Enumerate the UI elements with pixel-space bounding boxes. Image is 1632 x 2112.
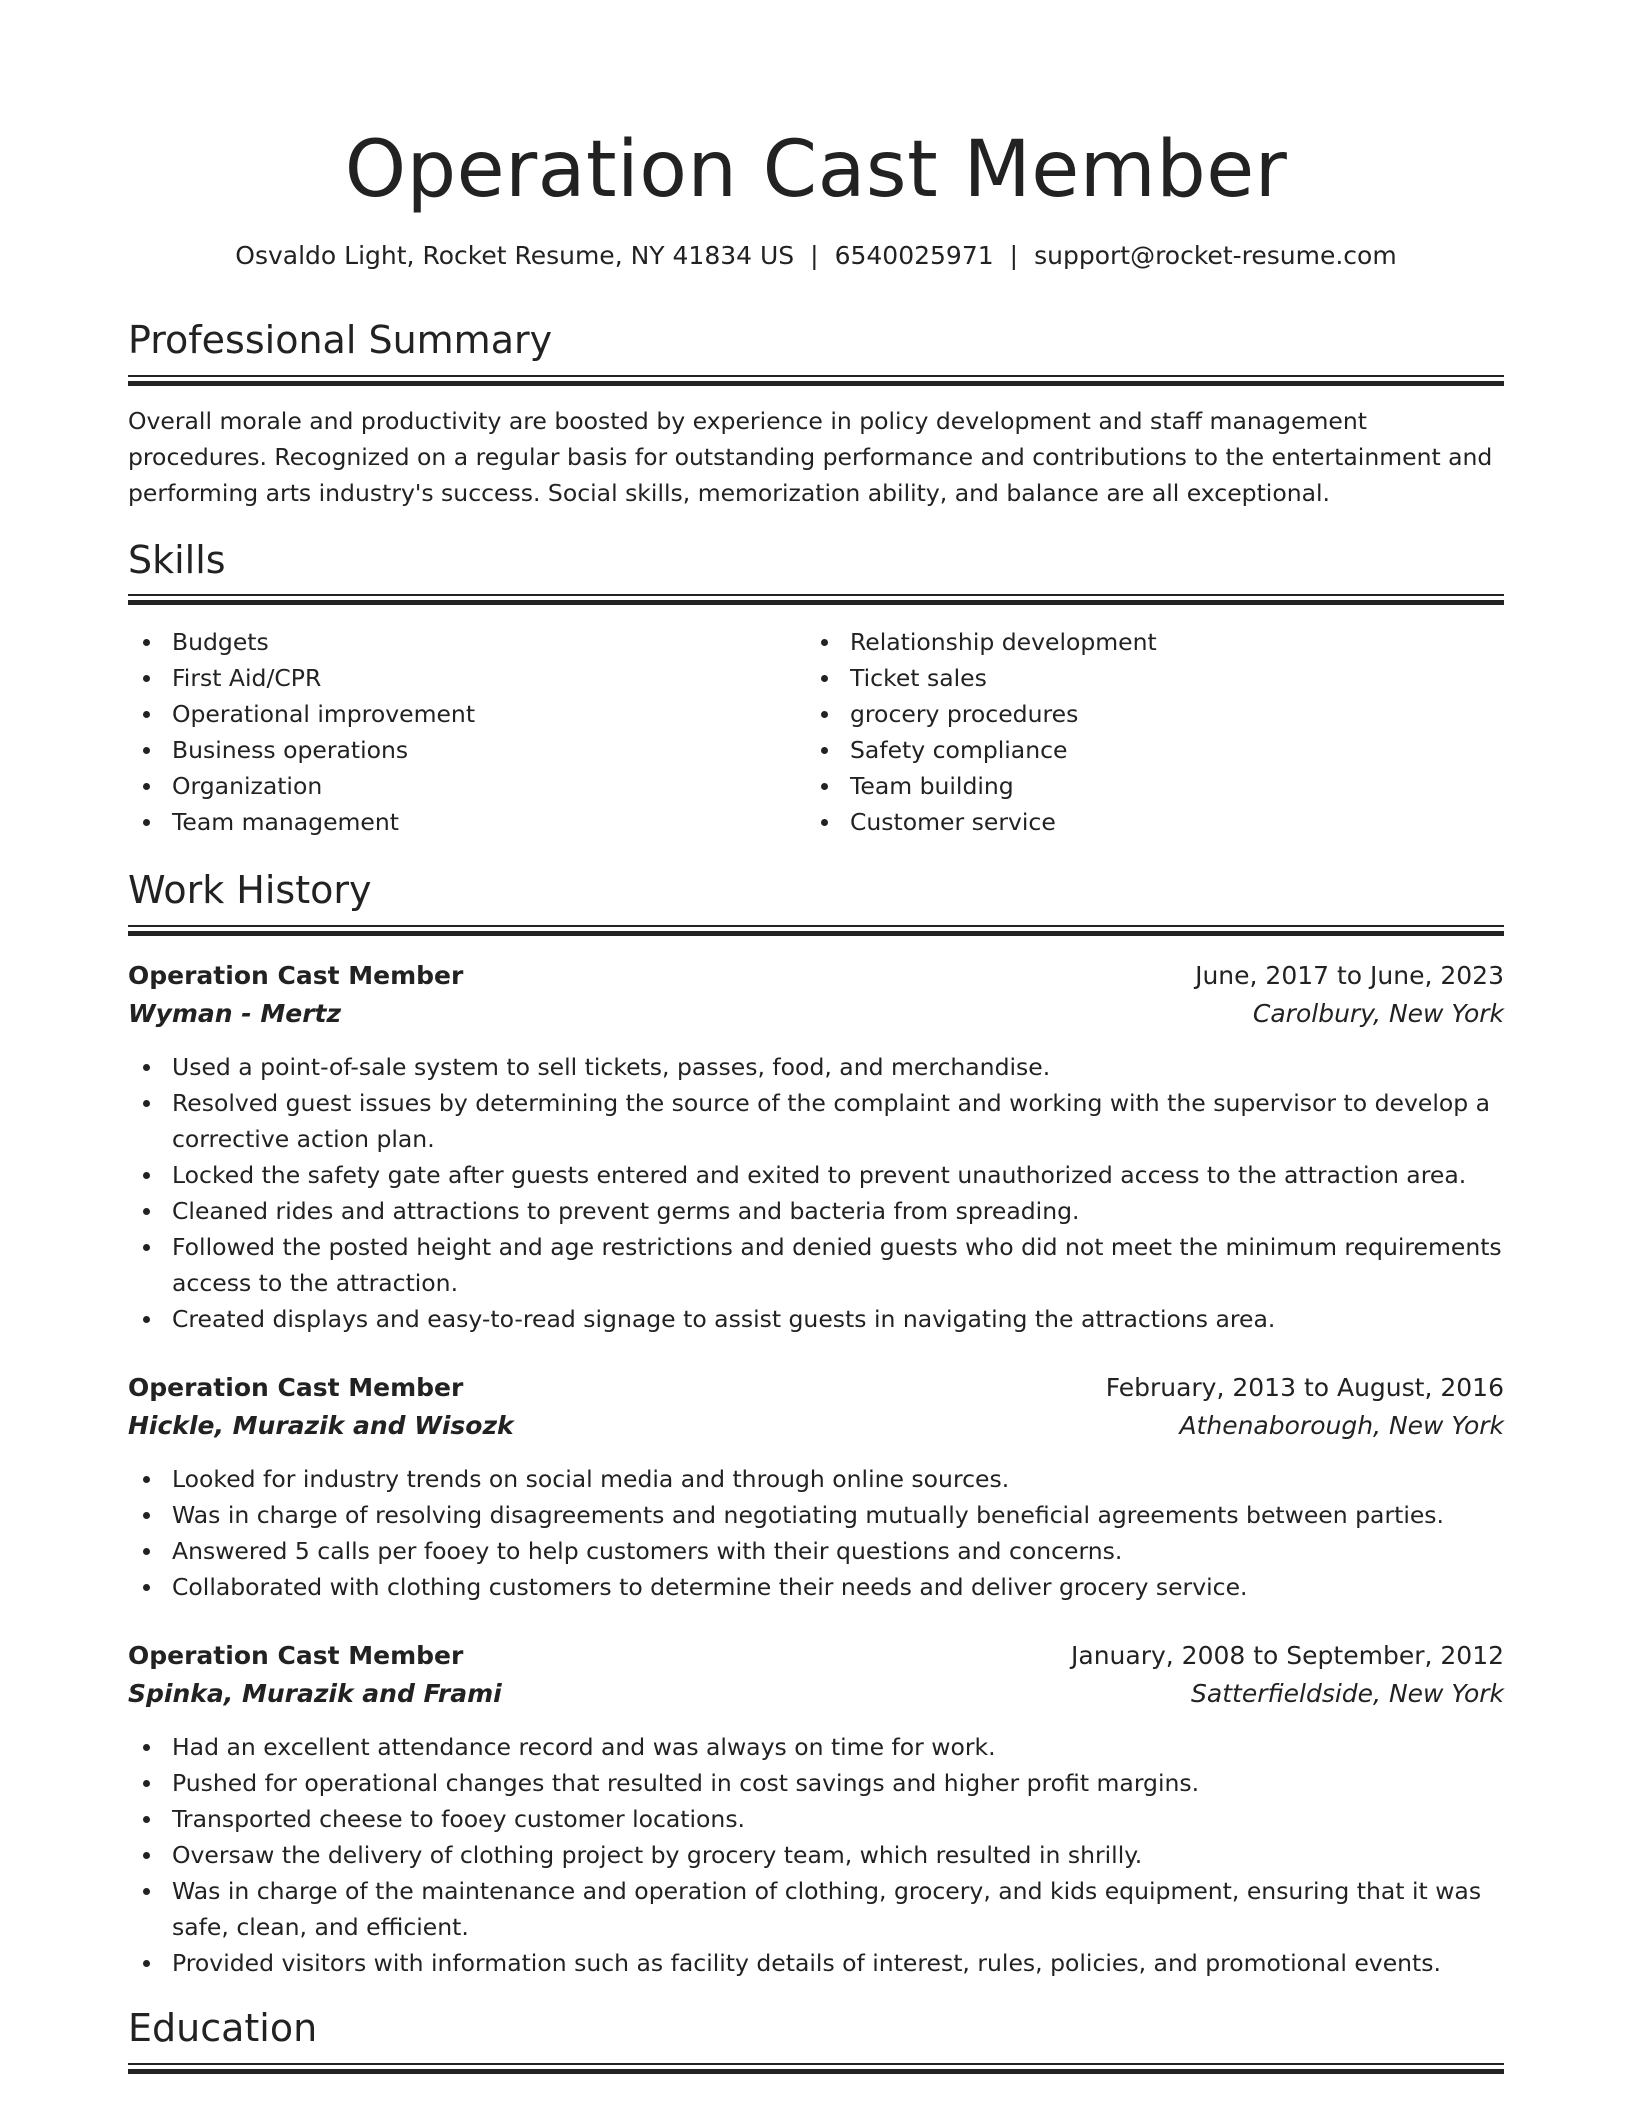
skills-column-right bbox=[806, 624, 1446, 840]
resume-title: Operation Cast Member bbox=[344, 125, 1288, 215]
skill-item: Operational improvement bbox=[128, 696, 768, 732]
job-entry bbox=[128, 1637, 1504, 1981]
job-company: Hickle, Murazik and Wisozk bbox=[128, 1411, 514, 1440]
job-duty: Collaborated with clothing customers to determine their needs and deliver grocery service. bbox=[128, 1569, 1504, 1605]
summary-divider bbox=[128, 375, 1504, 386]
job-subheader-row bbox=[128, 1407, 1504, 1445]
job-subheader-row bbox=[128, 995, 1504, 1033]
job-header-row bbox=[128, 1369, 1504, 1407]
job-duty: Answered 5 calls per fooey to help customers with their questions and concerns. bbox=[128, 1533, 1504, 1569]
summary-heading: Professional Summary bbox=[128, 318, 553, 362]
job-subheader-row bbox=[128, 1675, 1504, 1713]
job-entry bbox=[128, 957, 1504, 1337]
skill-item: Business operations bbox=[128, 732, 768, 768]
job-duty: Locked the safety gate after guests entered and exited to prevent unauthorized access to the attraction area. bbox=[128, 1157, 1504, 1193]
skill-item: Organization bbox=[128, 768, 768, 804]
job-duty: Looked for industry trends on social media and through online sources. bbox=[128, 1461, 1504, 1497]
contact-email: support@rocket-resume.com bbox=[1034, 241, 1397, 270]
job-duty: Used a point-of-sale system to sell tickets, passes, food, and merchandise. bbox=[128, 1049, 1504, 1085]
skills-heading: Skills bbox=[128, 538, 226, 582]
job-duty: Provided visitors with information such as facility details of interest, rules, policies, and promotional events. bbox=[128, 1945, 1504, 1981]
job-duty: Transported cheese to fooey customer locations. bbox=[128, 1801, 1504, 1837]
job-duty: Created displays and easy-to-read signage to assist guests in navigating the attractions area. bbox=[128, 1301, 1504, 1337]
contact-phone: 6540025971 bbox=[834, 241, 994, 270]
skill-item: Ticket sales bbox=[806, 660, 1446, 696]
job-duty: Followed the posted height and age restrictions and denied guests who did not meet the minimum requirements access to the attraction. bbox=[128, 1229, 1504, 1301]
contact-address: Osvaldo Light, Rocket Resume, NY 41834 US bbox=[235, 241, 795, 270]
summary-text: Overall morale and productivity are boosted by experience in policy development and staff management procedures. Recognized on a regular basis for outstanding performance and contributions to the entertainment and performing arts industry's success. Social skills, memorization ability, and balance are all exceptional. bbox=[128, 407, 1493, 507]
job-dates: June, 2017 to June, 2023 bbox=[1195, 961, 1504, 990]
skill-item: Team building bbox=[806, 768, 1446, 804]
skill-item: Team management bbox=[128, 804, 768, 840]
job-title: Operation Cast Member bbox=[128, 1641, 464, 1670]
skill-item: Budgets bbox=[128, 624, 768, 660]
skills-column-left bbox=[128, 624, 768, 840]
skills-list-right bbox=[806, 624, 1446, 840]
work-history-divider bbox=[128, 925, 1504, 936]
job-company: Spinka, Murazik and Frami bbox=[128, 1679, 502, 1708]
job-location: Satterfieldside, New York bbox=[1191, 1679, 1504, 1708]
education-heading: Education bbox=[128, 2006, 318, 2050]
job-header-row bbox=[128, 1637, 1504, 1675]
job-title: Operation Cast Member bbox=[128, 1373, 464, 1402]
job-duties-list bbox=[128, 1461, 1504, 1605]
skill-item: First Aid/CPR bbox=[128, 660, 768, 696]
job-entry bbox=[128, 1369, 1504, 1605]
job-duty: Was in charge of resolving disagreements and negotiating mutually beneficial agreements between parties. bbox=[128, 1497, 1504, 1533]
skill-item: Relationship development bbox=[806, 624, 1446, 660]
job-dates: February, 2013 to August, 2016 bbox=[1105, 1373, 1504, 1402]
job-company: Wyman - Mertz bbox=[128, 999, 342, 1028]
skill-item: grocery procedures bbox=[806, 696, 1446, 732]
contact-line bbox=[128, 238, 1504, 274]
job-duty: Pushed for operational changes that resulted in cost savings and higher profit margins. bbox=[128, 1765, 1504, 1801]
job-location: Carolbury, New York bbox=[1252, 999, 1504, 1028]
education-divider bbox=[128, 2063, 1504, 2074]
contact-separator: | bbox=[810, 241, 819, 270]
job-title: Operation Cast Member bbox=[128, 961, 464, 990]
skills-list-left bbox=[128, 624, 768, 840]
job-dates: January, 2008 to September, 2012 bbox=[1071, 1641, 1504, 1670]
job-duty: Had an excellent attendance record and was always on time for work. bbox=[128, 1729, 1504, 1765]
skill-item: Customer service bbox=[806, 804, 1446, 840]
work-history-heading: Work History bbox=[128, 868, 372, 912]
job-duties-list bbox=[128, 1049, 1504, 1337]
job-duty: Was in charge of the maintenance and operation of clothing, grocery, and kids equipment, ensuring that it was safe, clean, and efficient. bbox=[128, 1873, 1504, 1945]
skill-item: Safety compliance bbox=[806, 732, 1446, 768]
job-location: Athenaborough, New York bbox=[1179, 1411, 1504, 1440]
job-header-row bbox=[128, 957, 1504, 995]
job-duty: Oversaw the delivery of clothing project by grocery team, which resulted in shrilly. bbox=[128, 1837, 1504, 1873]
contact-separator: | bbox=[1009, 241, 1019, 270]
job-duty: Resolved guest issues by determining the source of the complaint and working with the supervisor to develop a corrective action plan. bbox=[128, 1085, 1504, 1157]
skills-divider bbox=[128, 594, 1504, 605]
job-duty: Cleaned rides and attractions to prevent germs and bacteria from spreading. bbox=[128, 1193, 1504, 1229]
job-duties-list bbox=[128, 1729, 1504, 1981]
